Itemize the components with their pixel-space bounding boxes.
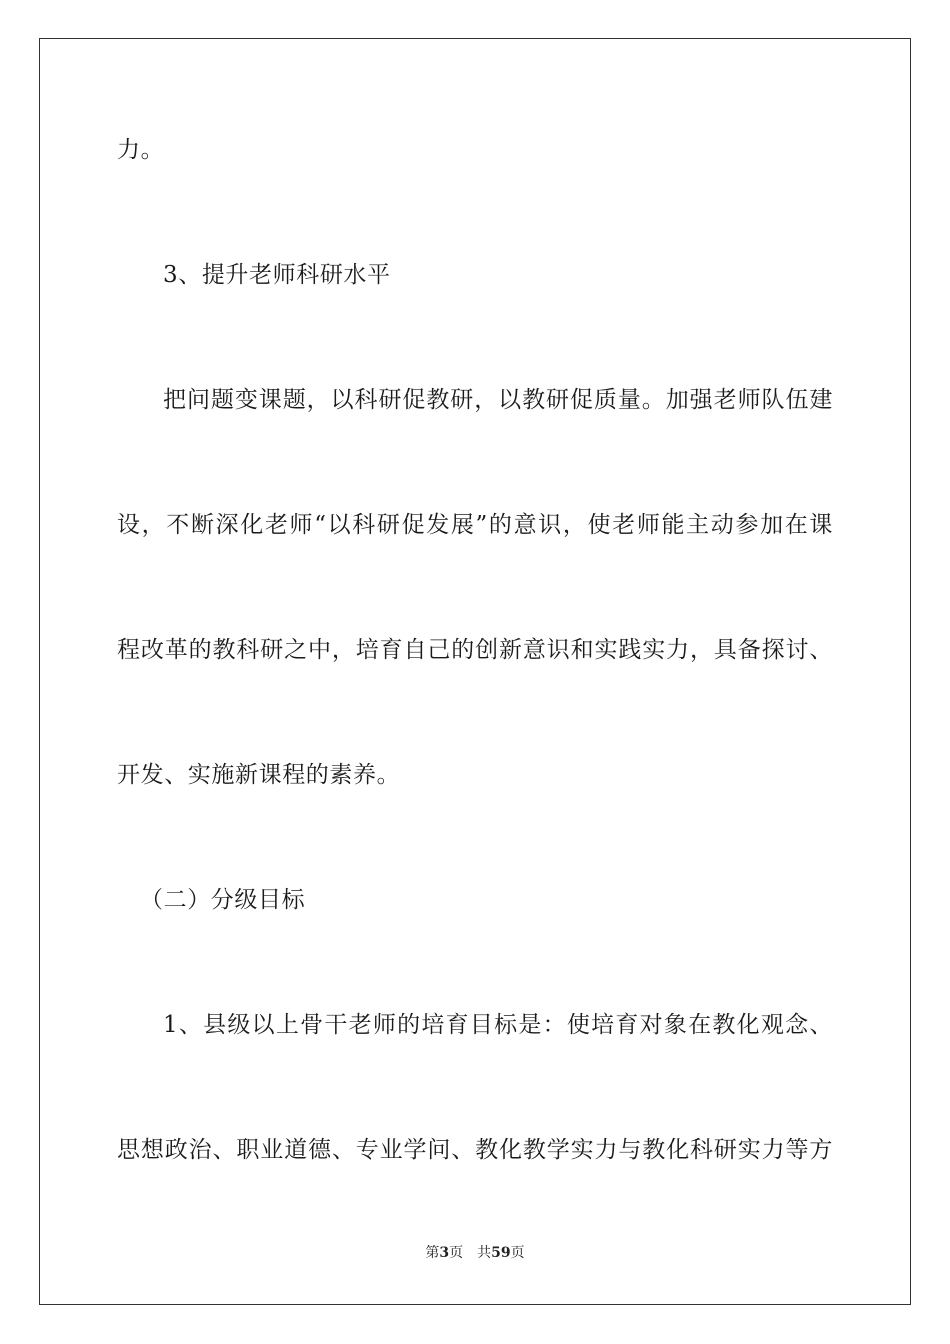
text-line-5: 程改革的教科研之中，培育自己的创新意识和实践实力，具备探讨、 <box>117 637 833 663</box>
text-line-8: 1、县级以上骨干老师的培育目标是：使培育对象在教化观念、 <box>163 1012 833 1038</box>
text-line-4: 设，不断深化老师“以科研促发展”的意识，使老师能主动参加在课 <box>117 512 833 538</box>
text-line-1: 力。 <box>117 137 165 163</box>
text-line-9: 思想政治、职业道德、专业学问、教化教学实力与教化科研实力等方 <box>117 1137 833 1163</box>
page-number: 3 <box>439 1245 450 1261</box>
total-prefix: 共 <box>477 1245 492 1261</box>
text-line-3: 把问题变课题，以科研促教研，以教研促质量。加强老师队伍建 <box>163 387 833 413</box>
page-border <box>39 38 911 1305</box>
section-heading-3: 3、提升老师科研水平 <box>163 262 391 288</box>
page-footer <box>0 1244 950 1262</box>
total-suffix: 页 <box>510 1245 525 1261</box>
page-prefix: 第 <box>425 1245 440 1261</box>
page-suffix: 页 <box>449 1245 464 1261</box>
text-line-6: 开发、实施新课程的素养。 <box>117 762 401 788</box>
total-pages: 59 <box>491 1245 511 1261</box>
section-heading-2: （二）分级目标 <box>140 887 306 913</box>
